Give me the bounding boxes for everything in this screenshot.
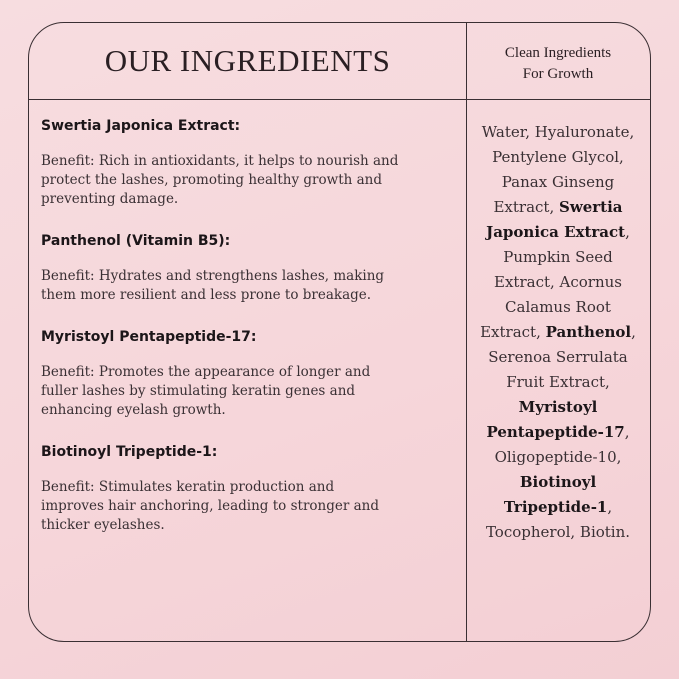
full-ingredient-list — [466, 120, 650, 545]
key-ingredients-list — [41, 118, 401, 559]
ingredient-benefit: Benefit: Stimulates keratin production and improves hair anchoring, leading to stronger and thicker eyelashes. — [41, 479, 379, 533]
side-heading-line-1: Clean Ingredients — [504, 45, 612, 61]
highlighted-ingredient: Swertia Japonica Extract — [486, 198, 626, 241]
ingredient-item — [41, 329, 401, 420]
ingredient-item — [41, 118, 401, 209]
ingredient-text: , Serenoa Serrulata Fruit Extract, — [488, 323, 636, 391]
side-heading-line-2: For Growth — [522, 66, 594, 82]
ingredient-name: Myristoyl Pentapeptide-17: — [41, 329, 257, 345]
ingredient-benefit: Benefit: Promotes the appearance of longer and fuller lashes by stimulating keratin genes and enhancing eyelash growth. — [41, 364, 371, 418]
ingredient-text: Water, Hyaluronate, Pentylene Glycol, Panax Ginseng Extract, — [481, 123, 635, 216]
ingredient-item — [41, 444, 401, 535]
ingredient-text: , Pumpkin Seed Extract, Acornus Calamus Root Extract, — [480, 223, 630, 341]
ingredients-card — [28, 22, 651, 642]
ingredient-name: Biotinoyl Tripeptide-1: — [41, 444, 218, 460]
ingredient-text: , Oligopeptide-10, — [494, 423, 630, 466]
side-heading — [466, 43, 650, 85]
highlighted-ingredient: Myristoyl Pentapeptide-17 — [486, 398, 625, 441]
ingredient-name: Swertia Japonica Extract: — [41, 118, 241, 134]
page-title: OUR INGREDIENTS — [104, 43, 391, 78]
ingredient-name: Panthenol (Vitamin B5): — [41, 233, 231, 249]
ingredient-benefit: Benefit: Rich in antioxidants, it helps to nourish and protect the lashes, promoting healthy growth and preventing damage. — [41, 153, 399, 207]
header-divider — [29, 99, 650, 100]
ingredient-benefit: Benefit: Hydrates and strengthens lashes, making them more resilient and less prone to breakage. — [41, 268, 385, 303]
ingredient-text: , Tocopherol, Biotin. — [485, 498, 631, 541]
ingredient-item — [41, 233, 401, 305]
highlighted-ingredient: Panthenol — [545, 323, 632, 341]
highlighted-ingredient: Biotinoyl Tripeptide-1 — [503, 473, 608, 516]
